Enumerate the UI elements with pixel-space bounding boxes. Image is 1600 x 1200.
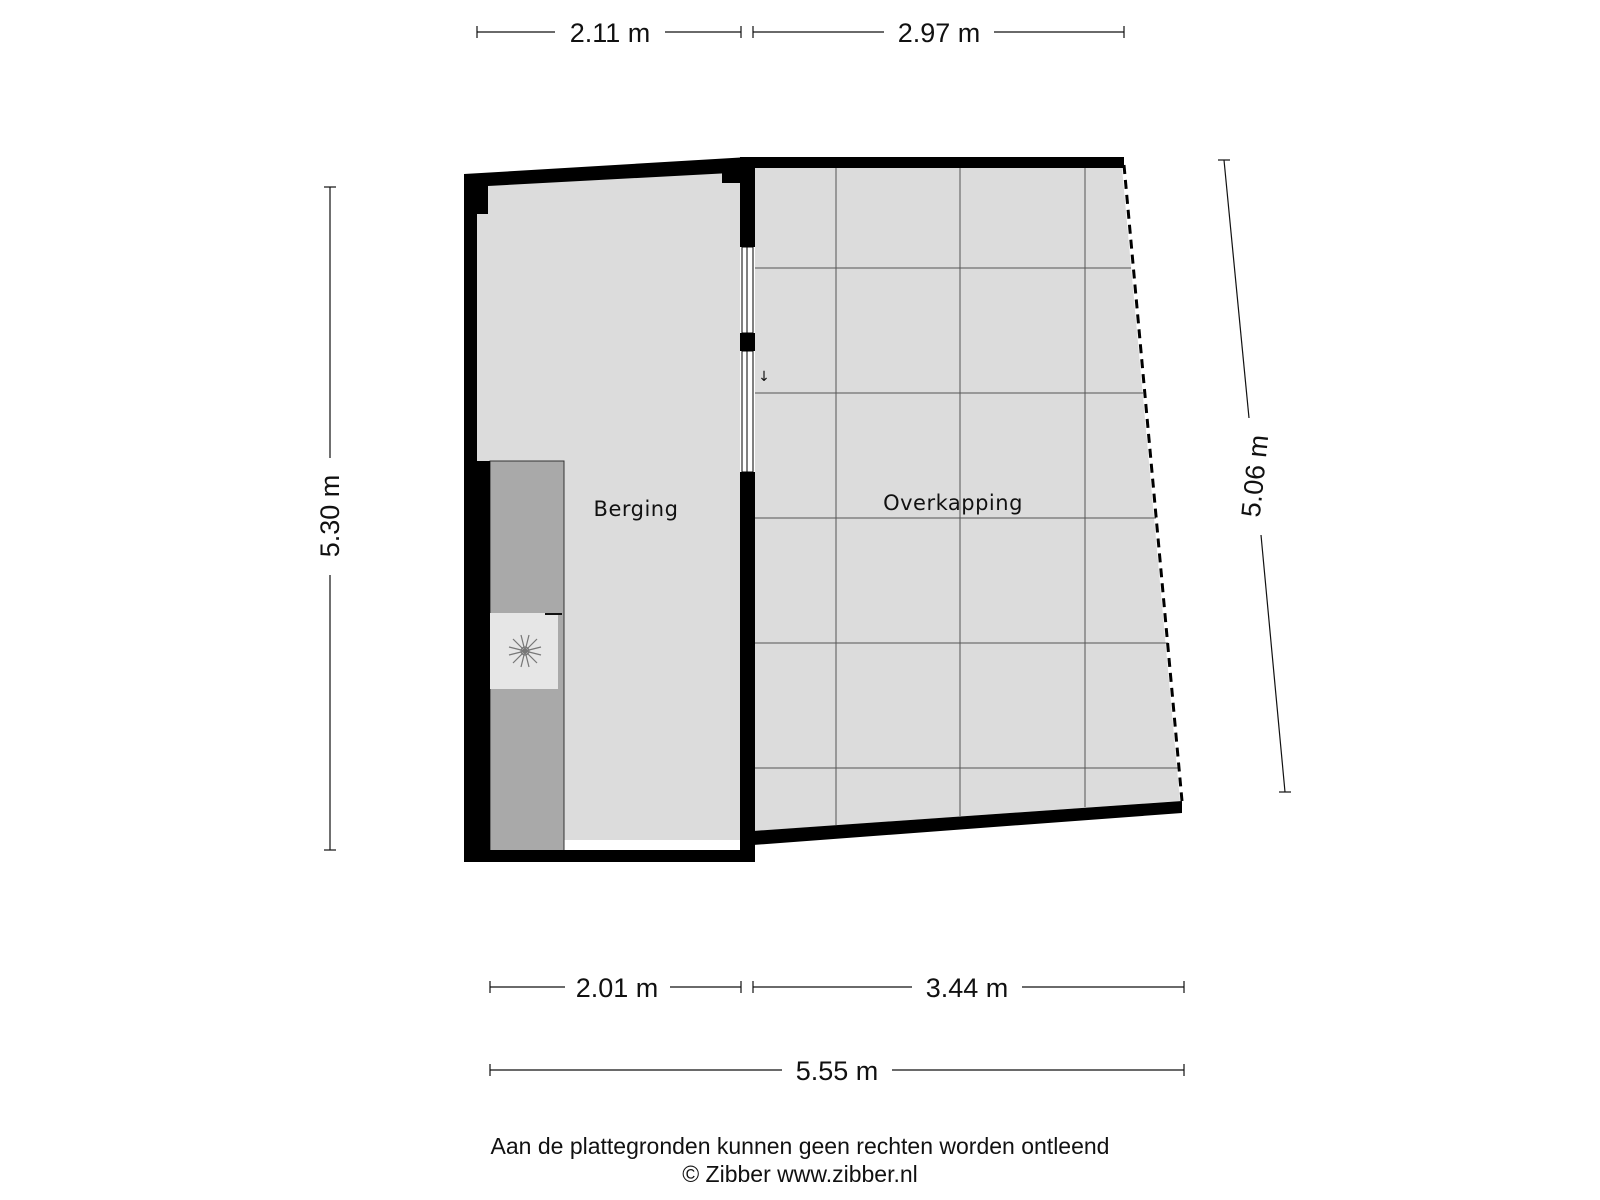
middle-wall-upper	[740, 157, 755, 247]
middle-wall-lower	[740, 472, 755, 862]
room-label-berging: Berging	[593, 497, 679, 521]
door-arrow: ↓	[758, 369, 770, 385]
window	[742, 247, 753, 472]
room-label-overkapping: Overkapping	[883, 491, 1023, 515]
berging-right-corner-block	[722, 172, 740, 183]
dimension-bottom-left: 2.01 m	[575, 973, 659, 1003]
dimension-top-left: 2.11 m	[569, 18, 651, 48]
disclaimer-text: Aan de plattegronden kunnen geen rechten worden ontleend	[490, 1133, 1110, 1159]
dimension-top-right: 2.97 m	[897, 18, 981, 48]
berging-left-wall-thick	[464, 461, 490, 862]
berging-corner-block	[477, 186, 488, 214]
middle-wall-mid	[740, 333, 755, 351]
dimension-right-side: 5.06 m	[1235, 433, 1275, 519]
overkapping-top-wall	[740, 157, 1124, 168]
copyright-text: © Zibber www.zibber.nl	[682, 1161, 918, 1187]
dimension-bottom-total: 5.55 m	[795, 1056, 879, 1086]
berging-bottom-wall	[464, 850, 753, 862]
dimension-bottom-right: 3.44 m	[925, 973, 1009, 1003]
dimension-left-height: 5.30 m	[315, 474, 345, 558]
